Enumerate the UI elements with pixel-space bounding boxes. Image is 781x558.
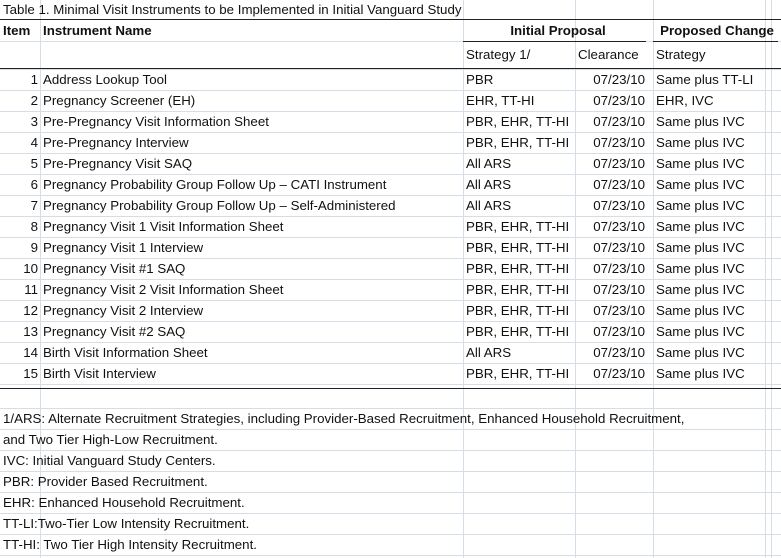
row-strategy: PBR <box>466 72 494 87</box>
row-item-number: 7 <box>30 198 38 213</box>
row-strategy: PBR, EHR, TT-HI <box>466 114 570 129</box>
row-instrument-name: Pregnancy Visit 1 Interview <box>43 240 204 255</box>
footnote: and Two Tier High-Low Recruitment. <box>3 432 218 447</box>
row-instrument-name: Pre-Pregnancy Interview <box>43 135 189 150</box>
row-instrument-name: Birth Visit Interview <box>43 366 156 381</box>
header-clearance: Clearance <box>578 47 639 62</box>
row-clearance: 07/23/10 <box>593 156 645 171</box>
row-proposed-change: Same plus IVC <box>656 345 745 360</box>
row-proposed-change: Same plus IVC <box>656 198 745 213</box>
footnote: EHR: Enhanced Household Recruitment. <box>3 495 245 510</box>
row-item-number: 14 <box>23 345 38 360</box>
row-strategy: PBR, EHR, TT-HI <box>466 366 570 381</box>
row-proposed-change: Same plus TT-LI <box>656 72 754 87</box>
row-clearance: 07/23/10 <box>593 282 645 297</box>
row-strategy: PBR, EHR, TT-HI <box>466 303 570 318</box>
footnote: PBR: Provider Based Recruitment. <box>3 474 208 489</box>
header-instrument-name: Instrument Name <box>43 23 152 38</box>
row-clearance: 07/23/10 <box>593 240 645 255</box>
row-strategy: PBR, EHR, TT-HI <box>466 282 570 297</box>
row-item-number: 15 <box>23 366 38 381</box>
row-clearance: 07/23/10 <box>593 93 645 108</box>
footnote: IVC: Initial Vanguard Study Centers. <box>3 453 216 468</box>
row-clearance: 07/23/10 <box>593 114 645 129</box>
header-change-strategy: Strategy <box>656 47 706 62</box>
row-instrument-name: Pregnancy Visit #2 SAQ <box>43 324 186 339</box>
row-item-number: 2 <box>30 93 38 108</box>
row-strategy: PBR, EHR, TT-HI <box>466 240 570 255</box>
row-item-number: 13 <box>23 324 38 339</box>
row-item-number: 3 <box>30 114 38 129</box>
header-underline <box>463 41 646 42</box>
row-item-number: 1 <box>30 72 38 87</box>
row-proposed-change: Same plus IVC <box>656 366 745 381</box>
row-clearance: 07/23/10 <box>593 303 645 318</box>
row-strategy: PBR, EHR, TT-HI <box>466 135 570 150</box>
row-clearance: 07/23/10 <box>593 135 645 150</box>
row-instrument-name: Pregnancy Visit #1 SAQ <box>43 261 186 276</box>
row-clearance: 07/23/10 <box>593 345 645 360</box>
header-proposed-change: Proposed Change <box>660 23 774 38</box>
row-item-number: 5 <box>30 156 38 171</box>
row-clearance: 07/23/10 <box>593 72 645 87</box>
row-instrument-name: Address Lookup Tool <box>43 72 167 87</box>
row-proposed-change: Same plus IVC <box>656 156 745 171</box>
footnote: 1/ARS: Alternate Recruitment Strategies, including Provider-Based Recruitment, Enhanced Household Recruitment, <box>3 411 685 426</box>
row-item-number: 6 <box>30 177 38 192</box>
row-strategy: All ARS <box>466 156 512 171</box>
header-item: Item <box>3 23 31 38</box>
row-clearance: 07/23/10 <box>593 177 645 192</box>
footnote: TT-HI: Two Tier High Intensity Recruitment. <box>3 537 257 552</box>
row-instrument-name: Pregnancy Visit 1 Visit Information Sheet <box>43 219 284 234</box>
row-proposed-change: Same plus IVC <box>656 114 745 129</box>
row-clearance: 07/23/10 <box>593 198 645 213</box>
header-initial-proposal: Initial Proposal <box>510 23 606 38</box>
row-instrument-name: Pre-Pregnancy Visit SAQ <box>43 156 193 171</box>
row-item-number: 9 <box>30 240 38 255</box>
row-instrument-name: Pre-Pregnancy Visit Information Sheet <box>43 114 269 129</box>
row-strategy: EHR, TT-HI <box>466 93 535 108</box>
row-strategy: All ARS <box>466 177 512 192</box>
row-item-number: 8 <box>30 219 38 234</box>
row-strategy: All ARS <box>466 345 512 360</box>
row-item-number: 11 <box>24 282 38 297</box>
row-clearance: 07/23/10 <box>593 219 645 234</box>
row-item-number: 4 <box>30 135 38 150</box>
row-proposed-change: Same plus IVC <box>656 324 745 339</box>
row-proposed-change: Same plus IVC <box>656 135 745 150</box>
row-clearance: 07/23/10 <box>593 261 645 276</box>
row-instrument-name: Birth Visit Information Sheet <box>43 345 208 360</box>
row-item-number: 10 <box>23 261 38 276</box>
row-instrument-name: Pregnancy Probability Group Follow Up – Self-Administered <box>43 198 396 213</box>
header-underline <box>653 41 778 42</box>
grid-row-line <box>0 555 781 556</box>
row-instrument-name: Pregnancy Visit 2 Interview <box>43 303 204 318</box>
row-strategy: PBR, EHR, TT-HI <box>466 219 570 234</box>
row-clearance: 07/23/10 <box>593 366 645 381</box>
row-proposed-change: Same plus IVC <box>656 240 745 255</box>
row-strategy: PBR, EHR, TT-HI <box>466 261 570 276</box>
row-proposed-change: Same plus IVC <box>656 177 745 192</box>
row-instrument-name: Pregnancy Probability Group Follow Up – CATI Instrument <box>43 177 387 192</box>
row-proposed-change: Same plus IVC <box>656 219 745 234</box>
table-title: Table 1. Minimal Visit Instruments to be Implemented in Initial Vanguard Study <box>3 2 462 17</box>
row-item-number: 12 <box>23 303 38 318</box>
row-proposed-change: Same plus IVC <box>656 303 745 318</box>
row-proposed-change: Same plus IVC <box>656 261 745 276</box>
row-instrument-name: Pregnancy Screener (EH) <box>43 93 196 108</box>
row-proposed-change: Same plus IVC <box>656 282 745 297</box>
header-strategy: Strategy 1/ <box>466 47 531 62</box>
footnote: TT-LI:Two-Tier Low Intensity Recruitment. <box>3 516 250 531</box>
grid-row-line <box>0 384 781 385</box>
table-rule <box>0 388 781 389</box>
row-instrument-name: Pregnancy Visit 2 Visit Information Sheet <box>43 282 284 297</box>
row-clearance: 07/23/10 <box>593 324 645 339</box>
row-strategy: PBR, EHR, TT-HI <box>466 324 570 339</box>
row-strategy: All ARS <box>466 198 512 213</box>
row-proposed-change: EHR, IVC <box>656 93 714 108</box>
